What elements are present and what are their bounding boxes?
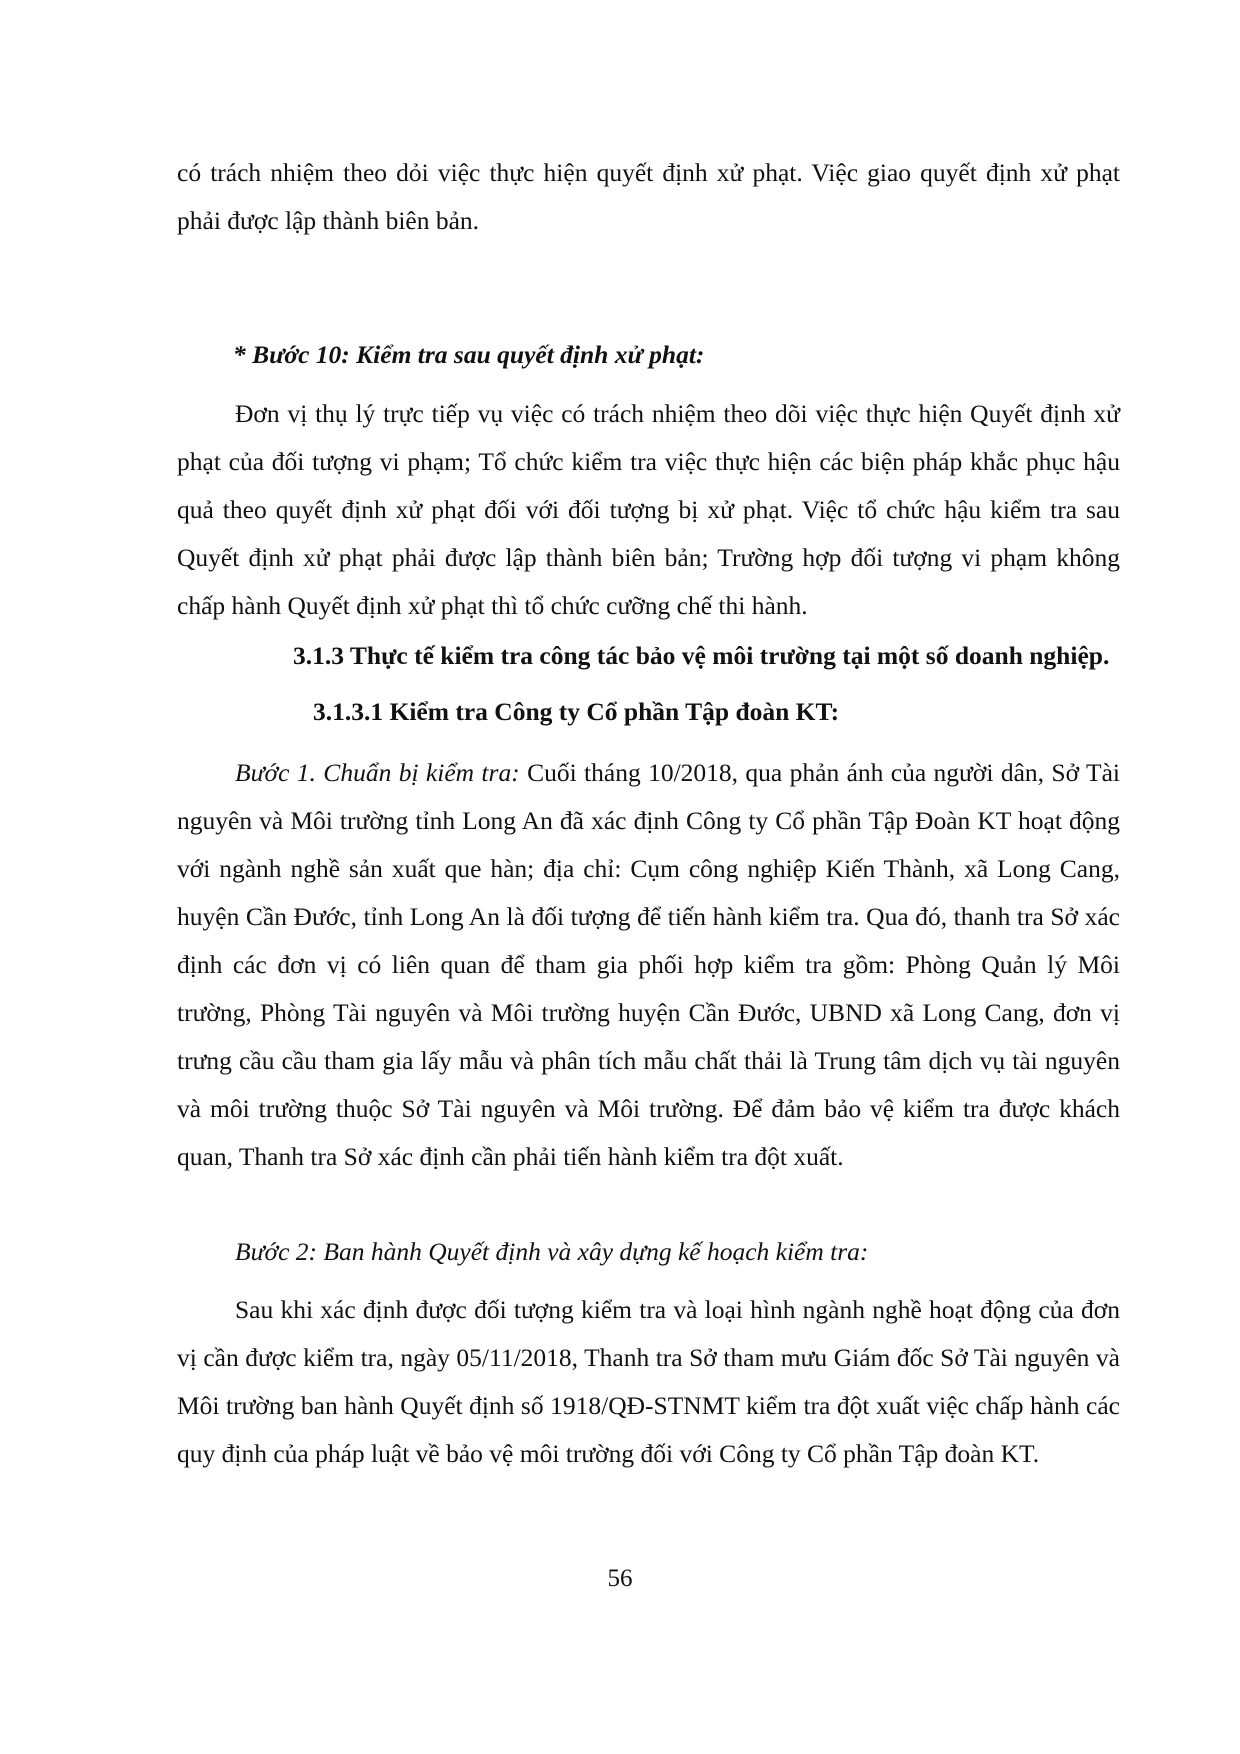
section-3-1-3-1-heading: 3.1.3.1 Kiểm tra Công ty Cổ phần Tập đoàn KT: (313, 697, 840, 726)
paragraph-continuation: có trách nhiệm theo dỏi việc thực hiện quyết định xử phạt. Việc giao quyết định xử phạt phải được lập thành biên bản. (177, 158, 1120, 235)
step1-body: Cuối tháng 10/2018, qua phản ánh của người dân, Sở Tài nguyên và Môi trường tỉnh Long An đã xác định Công ty Cổ phần Tập Đoàn KT hoạt động với ngành nghề sản xuất que hàn; địa chỉ: Cụm công nghiệp Kiến Thành, xã Long Cang, huyện Cần Đước, tỉnh Long An là đối tượng để tiến hành kiểm tra. Qua đó, thanh tra Sở xác định các đơn vị có liên quan để tham gia phối hợp kiểm tra gồm: Phòng Quản lý Môi trường, Phòng Tài nguyên và Môi trường huyện Cần Đước, UBND xã Long Cang, đơn vị trưng cầu cầu tham gia lấy mẫu và phân tích mẫu chất thải là Trung tâm dịch vụ tài nguyên và môi trường thuộc Sở Tài nguyên và Môi trường. Để đảm bảo vệ kiểm tra được khách quan, Thanh tra Sở xác định cần phải tiến hành kiểm tra đột xuất. (177, 758, 1120, 1171)
step1-paragraph (177, 749, 1120, 1181)
step1-lead: Bước 1. Chuẩn bị kiểm tra: (235, 758, 520, 787)
step2-body: Sau khi xác định được đối tượng kiểm tra và loại hình ngành nghề hoạt động của đơn vị cần được kiểm tra, ngày 05/11/2018, Thanh tra Sở tham mưu Giám đốc Sở Tài nguyên và Môi trường ban hành Quyết định số 1918/QĐ-STNMT kiểm tra đột xuất việc chấp hành các quy định của pháp luật về bảo vệ môi trường đối với Công ty Cổ phần Tập đoàn KT. (177, 1295, 1120, 1468)
step2-heading: Bước 2: Ban hành Quyết định và xây dựng kế hoạch kiểm tra: (235, 1237, 869, 1266)
page-number: 56 (607, 1565, 633, 1592)
step10-heading: * Bước 10: Kiểm tra sau quyết định xử phạt: (233, 340, 705, 369)
step10-body: Đơn vị thụ lý trực tiếp vụ việc có trách nhiệm theo dõi việc thực hiện Quyết định xử phạt của đối tượng vi phạm; Tổ chức kiểm tra việc thực hiện các biện pháp khắc phục hậu quả theo quyết định xử phạt đối với đối tượng bị xử phạt. Việc tổ chức hậu kiểm tra sau Quyết định xử phạt phải được lập thành biên bản; Trường hợp đối tượng vi phạm không chấp hành Quyết định xử phạt thì tổ chức cưỡng chế thi hành. (177, 399, 1120, 620)
section-3-1-3-heading: 3.1.3 Thực tế kiểm tra công tác bảo vệ môi trường tại một số doanh nghiệp. (293, 641, 1110, 670)
